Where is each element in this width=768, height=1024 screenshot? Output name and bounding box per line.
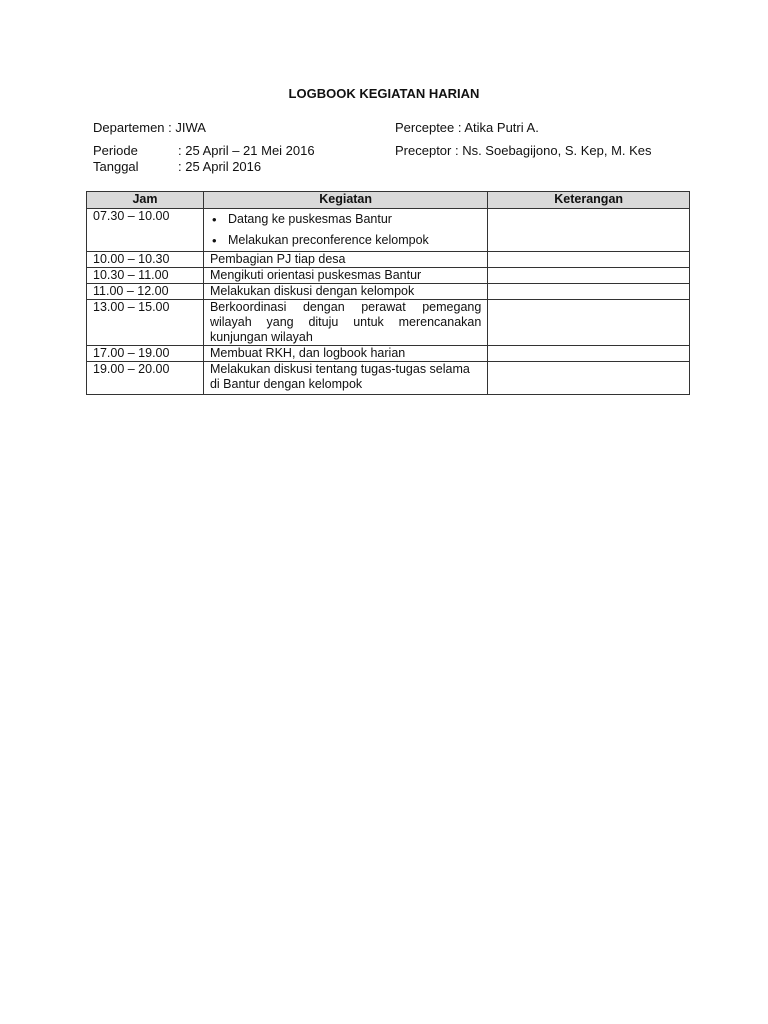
keterangan-cell <box>488 300 690 346</box>
table-row <box>87 209 690 252</box>
perceptee-text: Perceptee : Atika Putri A. <box>395 120 539 135</box>
kegiatan-cell: Melakukan diskusi tentang tugas-tugas selama di Bantur dengan kelompok <box>203 362 487 395</box>
keterangan-cell <box>488 284 690 300</box>
jam-cell: 17.00 – 19.00 <box>87 346 204 362</box>
kegiatan-cell: Membuat RKH, dan logbook harian <box>203 346 487 362</box>
header-jam: Jam <box>87 192 204 209</box>
header-keterangan: Keterangan <box>488 192 690 209</box>
tanggal-value: : 25 April 2016 <box>178 159 262 174</box>
keterangan-cell <box>488 268 690 284</box>
jam-cell: 07.30 – 10.00 <box>87 209 204 252</box>
keterangan-cell <box>488 362 690 395</box>
list-item: • Datang ke puskesmas Bantur <box>228 209 481 230</box>
preceptor-text: Preceptor : Ns. Soebagijono, S. Kep, M. Kes <box>395 143 652 158</box>
keterangan-cell <box>488 346 690 362</box>
kegiatan-list <box>208 209 481 251</box>
table-row <box>87 268 690 284</box>
kegiatan-cell: Mengikuti orientasi puskesmas Bantur <box>203 268 487 284</box>
jam-cell: 11.00 – 12.00 <box>87 284 204 300</box>
kegiatan-cell: Berkoordinasi dengan perawat pemegang wilayah yang dituju untuk merencanakan kunjungan wilayah <box>203 300 487 346</box>
table-header-row <box>87 192 690 209</box>
table-row <box>87 284 690 300</box>
departemen-text: Departemen : JIWA <box>93 120 206 135</box>
activity-table <box>86 191 690 395</box>
tanggal-label: Tanggal <box>93 159 139 174</box>
table-row <box>87 300 690 346</box>
jam-cell: 19.00 – 20.00 <box>87 362 204 395</box>
jam-cell: 10.30 – 11.00 <box>87 268 204 284</box>
table-row <box>87 346 690 362</box>
kegiatan-cell: Melakukan diskusi dengan kelompok <box>203 284 487 300</box>
table-row <box>87 252 690 268</box>
table-row <box>87 362 690 395</box>
kegiatan-cell <box>203 209 487 252</box>
kegiatan-cell: Pembagian PJ tiap desa <box>203 252 487 268</box>
header-kegiatan: Kegiatan <box>203 192 487 209</box>
keterangan-cell <box>488 252 690 268</box>
jam-cell: 10.00 – 10.30 <box>87 252 204 268</box>
periode-label: Periode <box>93 143 138 158</box>
list-item: • Melakukan preconference kelompok <box>228 230 481 251</box>
periode-value: : 25 April – 21 Mei 2016 <box>178 143 315 158</box>
document-title: LOGBOOK KEGIATAN HARIAN <box>288 86 480 101</box>
jam-cell: 13.00 – 15.00 <box>87 300 204 346</box>
keterangan-cell <box>488 209 690 252</box>
